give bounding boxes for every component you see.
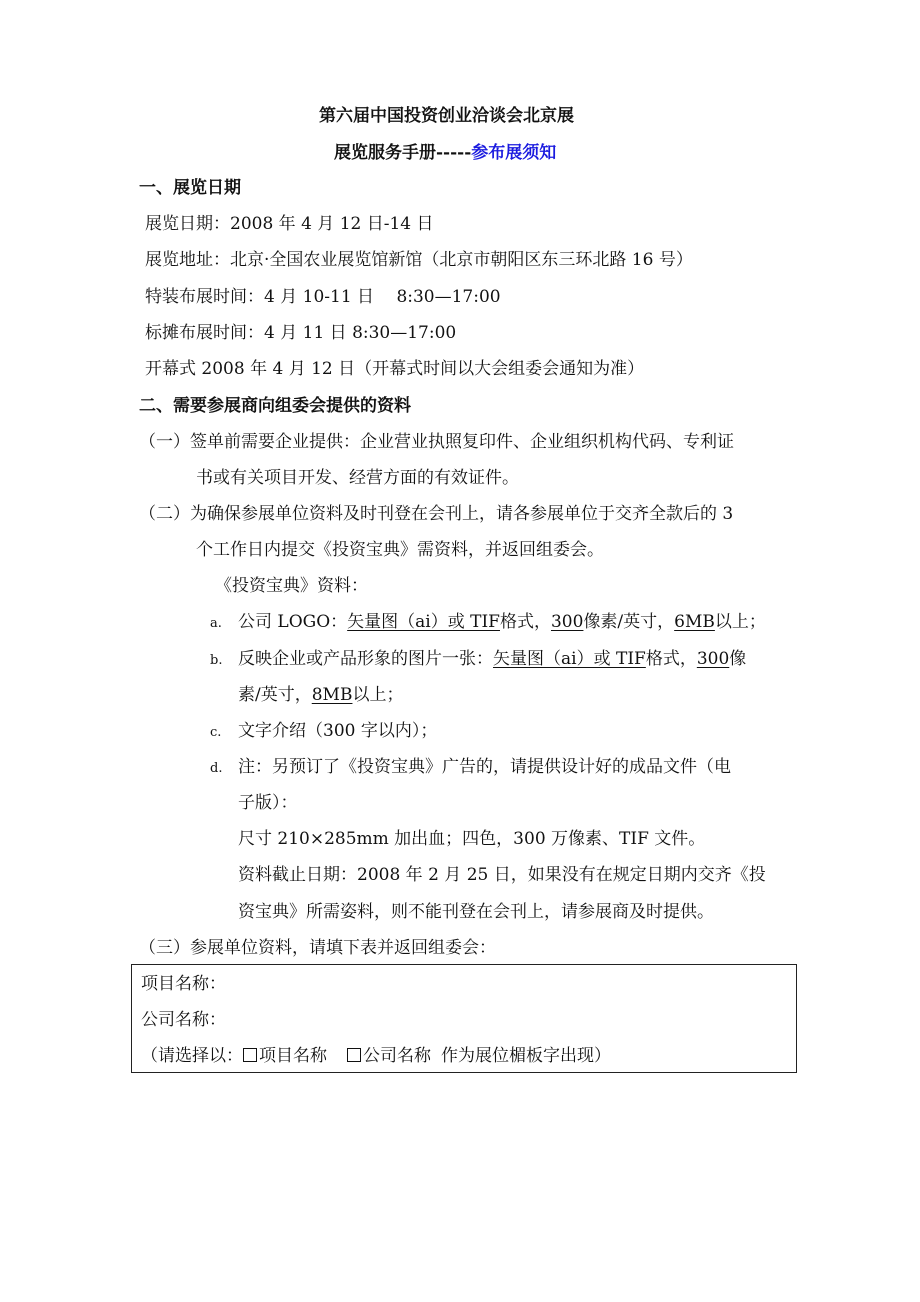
section-2-heading: 二、需要参展商向组委会提供的资料 — [139, 396, 411, 416]
project-name-checkbox[interactable] — [243, 1048, 257, 1062]
image-format: 矢量图（ai）或 TIF — [493, 649, 646, 669]
logo-size: 6MB — [674, 612, 715, 632]
list-label-a: a. — [210, 616, 222, 631]
ad-spec: 尺寸 210×285mm 加出血；四色，300 万像素、TIF 文件。 — [238, 829, 706, 849]
page-subtitle — [334, 141, 556, 165]
fascia-choice — [141, 1044, 611, 1068]
company-name-field[interactable]: 公司名称： — [141, 1010, 226, 1030]
list-item-c — [210, 719, 437, 745]
ad-note: 注：另预订了《投资宝典》广告的，请提供设计好的成品文件（电 — [238, 757, 731, 777]
item-1-line-1: （一）签单前需要企业提供：企业营业执照复印件、企业组织机构代码、专利证 — [139, 432, 734, 452]
list-label-d: d. — [210, 761, 223, 776]
item-2-line-2: 个工作日内提交《投资宝典》需资料，并返回组委会。 — [196, 540, 604, 560]
text: 像素/英寸， — [583, 612, 675, 632]
text: 以上； — [714, 612, 766, 632]
list-item-b-cont — [238, 683, 403, 707]
special-setup-time: 特装布展时间：4 月 10-11 日 8:30—17:00 — [145, 287, 501, 307]
ad-note-cont: 子版）： — [238, 793, 298, 813]
list-label-b: b. — [210, 653, 223, 668]
option-company-name: 公司名称 — [363, 1046, 431, 1066]
exhibition-address: 展览地址：北京·全国农业展览馆新馆（北京市朝阳区东三环北路 16 号） — [145, 250, 693, 270]
option-project-name: 项目名称 — [259, 1046, 327, 1066]
image-resolution: 300 — [696, 649, 730, 669]
text: 像 — [729, 649, 747, 669]
project-name-field[interactable]: 项目名称： — [141, 974, 226, 994]
choice-prefix: （请选择以： — [141, 1046, 243, 1066]
item-3-line-1: （三）参展单位资料，请填下表并返回组委会： — [139, 938, 496, 958]
subtitle-highlight: 参布展须知 — [471, 143, 557, 163]
text: 素/英寸， — [238, 685, 312, 705]
page-title: 第六届中国投资创业洽谈会北京展 — [319, 106, 574, 126]
item-2-line-1: （二）为确保参展单位资料及时刊登在会刊上，请各参展单位于交齐全款后的 3 — [139, 504, 734, 524]
list-item-b — [210, 647, 746, 673]
image-size: 8MB — [311, 685, 353, 705]
choice-suffix: 作为展位楣板字出现） — [441, 1046, 611, 1066]
company-name-checkbox[interactable] — [347, 1048, 361, 1062]
exhibition-date: 展览日期：2008 年 4 月 12 日-14 日 — [145, 214, 434, 234]
list-label-c: c. — [210, 725, 222, 740]
text: 格式， — [499, 612, 551, 632]
subtitle-main: 展览服务手册----- — [334, 143, 472, 163]
deadline-line-1: 资料截止日期：2008 年 2 月 25 日，如果没有在规定日期内交齐《投 — [238, 865, 766, 885]
standard-setup-time: 标摊布展时间：4 月 11 日 8:30—17:00 — [145, 323, 457, 343]
image-label: 反映企业或产品形象的图片一张： — [238, 649, 493, 669]
opening-ceremony: 开幕式 2008 年 4 月 12 日（开幕式时间以大会组委会通知为准） — [145, 359, 645, 379]
text: 以上； — [352, 685, 404, 705]
text-intro: 文字介绍（300 字以内）； — [238, 721, 438, 741]
logo-format: 矢量图（ai）或 TIF — [347, 612, 500, 632]
list-item-d — [210, 755, 731, 781]
item-1-line-2: 书或有关项目开发、经营方面的有效证件。 — [196, 468, 519, 488]
section-1-heading: 一、展览日期 — [139, 178, 241, 198]
exhibitor-info-box — [131, 964, 797, 1073]
logo-resolution: 300 — [550, 612, 584, 632]
logo-label: 公司 LOGO： — [238, 612, 348, 632]
text: 格式， — [645, 649, 697, 669]
investment-guide-heading: 《投资宝典》资料： — [215, 576, 368, 596]
deadline-line-2: 资宝典》所需姿料，则不能刊登在会刊上，请参展商及时提供。 — [238, 902, 714, 922]
list-item-a — [210, 610, 766, 636]
